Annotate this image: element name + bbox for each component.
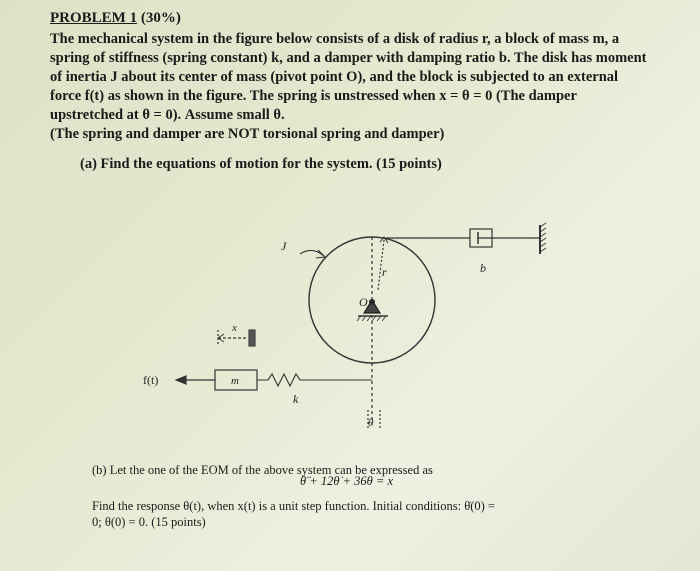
part-b-line: 0; θ(0) = 0. (15 points) [92, 515, 206, 529]
problem-weight: (30%) [140, 10, 181, 26]
displacement-label: x [232, 322, 237, 334]
problem-label: PROBLEM 1 [50, 10, 138, 26]
spring-label: k [293, 392, 299, 406]
statement-line: upstretched at θ = 0). Assume small θ. [50, 107, 285, 123]
statement-line: spring of stiffness (spring constant) k, and a damper with damping ratio b. The disk has moment [50, 50, 647, 66]
damper-label: b [480, 261, 486, 275]
statement-line: of inertia J about its center of mass (pivot point O), and the block is subjected to an external [50, 69, 619, 85]
statement-line: force f(t) as shown in the figure. The spring is unstressed when x = θ = 0 (The damper [50, 88, 577, 104]
part-b-question [92, 462, 652, 530]
mechanical-system-figure [0, 220, 700, 460]
statement-line: The mechanical system in the figure below consists of a disk of radius r, a block of mass m, a [50, 31, 620, 47]
problem-statement [50, 30, 650, 144]
inertia-label: J [281, 239, 287, 253]
spring [257, 374, 372, 386]
radius-label: r [382, 265, 387, 279]
pivot-label: O [359, 295, 368, 309]
force-label: f(t) [143, 373, 159, 387]
problem-title [50, 10, 181, 27]
part-b-line: (b) Let the one of the EOM of the above system can be expressed as [92, 463, 433, 477]
statement-line: (The spring and damper are NOT torsional spring and damper) [50, 126, 445, 142]
part-a-question: (a) Find the equations of motion for the system. (15 points) [80, 156, 442, 172]
eom-equation: θ̈ + 12θ̇ + 36θ = x [300, 474, 394, 488]
part-b-line: Find the response θ(t), when x(t) is a unit step function. Initial conditions: θ̇(0) = [92, 499, 495, 513]
mass-label: m [231, 375, 239, 387]
angle-label: θ [368, 417, 374, 429]
pivot-point [370, 300, 375, 305]
inertia-arrow [300, 250, 324, 256]
